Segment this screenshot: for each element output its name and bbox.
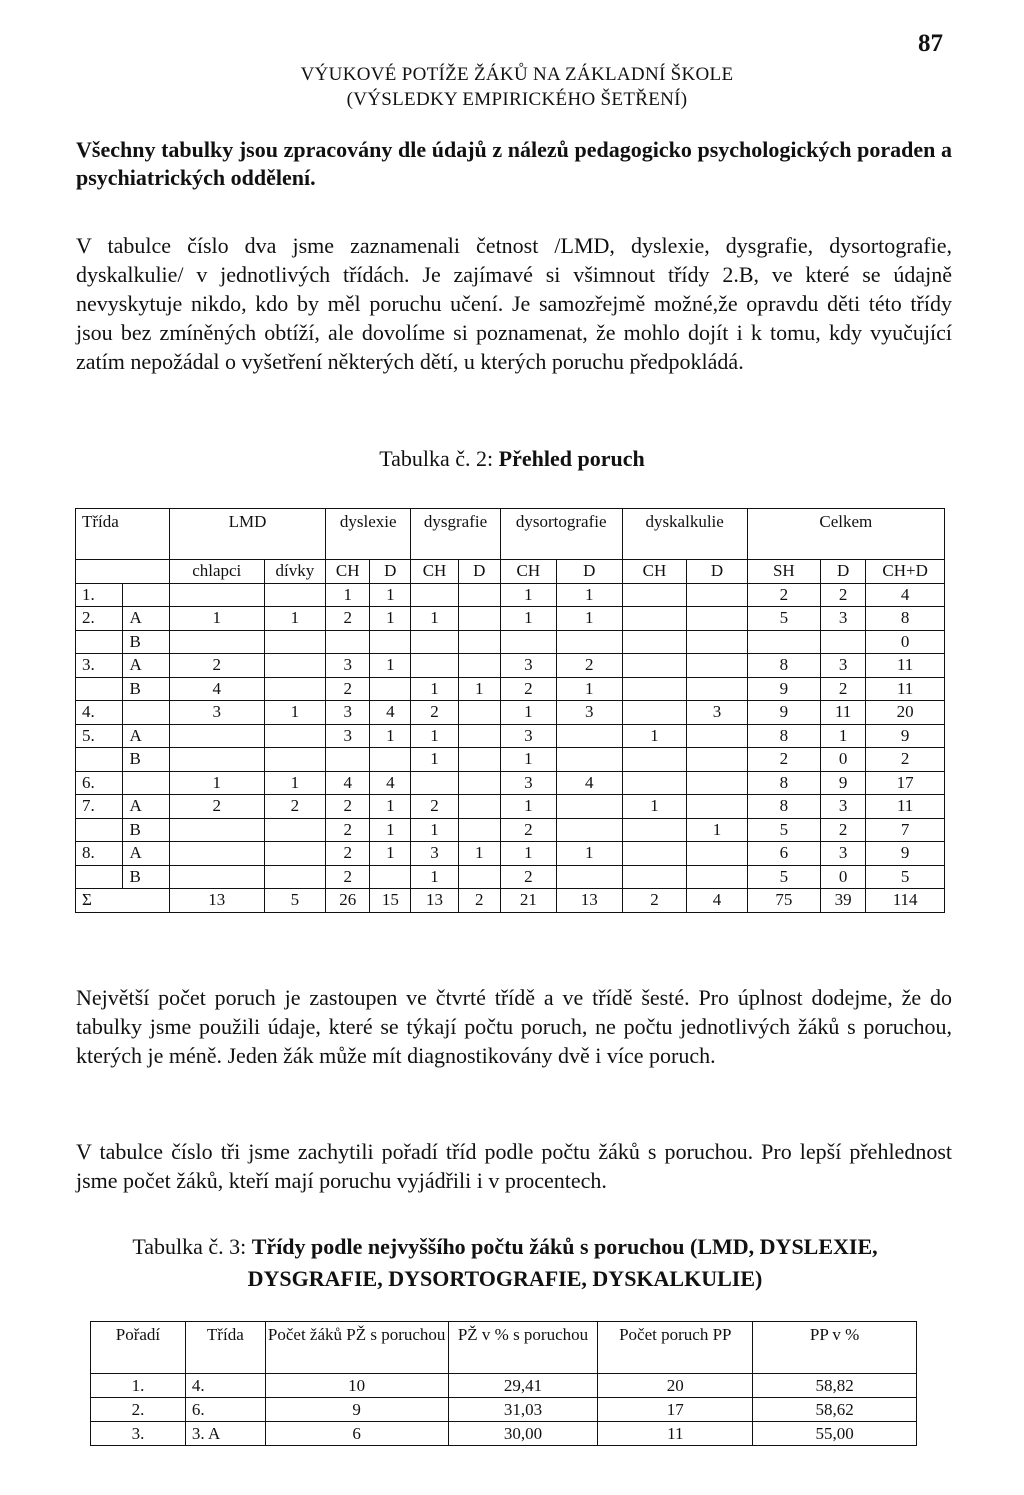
value-cell <box>264 748 325 772</box>
table2-disorders-overview <box>75 508 945 913</box>
value-cell <box>326 630 370 654</box>
paragraph-table3-description: V tabulce číslo tři jsme zachytili pořadí tříd podle počtu žáků s poruchou. Pro lepší přehlednost jsme počet žáků, kteří mají poruchu vyjádřili i v procentech. <box>76 1139 952 1193</box>
subheader-cell: CH <box>411 560 458 584</box>
subheader-cell: D <box>820 560 865 584</box>
value-cell: 2 <box>326 818 370 842</box>
value-cell: 3 <box>820 795 865 819</box>
value-cell: 1 <box>500 583 556 607</box>
value-cell <box>687 724 747 748</box>
subheader-cell: D <box>556 560 622 584</box>
header-trida: Třída <box>76 509 170 560</box>
value-cell <box>169 748 264 772</box>
subheader-cell: chlapci <box>169 560 264 584</box>
value-cell: 1 <box>556 607 622 631</box>
value-cell: 5 <box>866 865 945 889</box>
value-cell: 2 <box>326 842 370 866</box>
total-cell: 21 <box>500 889 556 913</box>
value-cell <box>687 583 747 607</box>
value-cell: 2 <box>264 795 325 819</box>
value-cell <box>458 748 500 772</box>
value-cell: 1. <box>91 1374 186 1398</box>
value-cell <box>169 630 264 654</box>
value-cell: 2 <box>500 677 556 701</box>
total-row <box>76 889 945 913</box>
value-cell: 1 <box>500 842 556 866</box>
value-cell: 11 <box>866 677 945 701</box>
subheader-cell: CH+D <box>866 560 945 584</box>
value-cell: 30,00 <box>448 1422 598 1446</box>
value-cell: 3 <box>687 701 747 725</box>
value-cell: 3 <box>500 724 556 748</box>
value-cell: 1 <box>458 677 500 701</box>
total-cell: 15 <box>370 889 411 913</box>
value-cell: 3 <box>326 701 370 725</box>
value-cell: 1 <box>556 677 622 701</box>
table3-header-cell: Počet poruch PP <box>598 1322 753 1374</box>
value-cell: 11 <box>820 701 865 725</box>
table3-header-cell: Třída <box>185 1322 265 1374</box>
table2-subheader-row <box>76 560 945 584</box>
value-cell <box>458 654 500 678</box>
value-cell: 3 <box>556 701 622 725</box>
value-cell: 31,03 <box>448 1398 598 1422</box>
value-cell <box>264 630 325 654</box>
table-row <box>76 583 945 607</box>
total-cell: 13 <box>169 889 264 913</box>
value-cell: 17 <box>866 771 945 795</box>
table-row <box>76 701 945 725</box>
value-cell: 9 <box>866 724 945 748</box>
value-cell: 3 <box>820 654 865 678</box>
table-row <box>91 1398 917 1422</box>
table3-body <box>91 1374 917 1446</box>
header-dysgrafie: dysgrafie <box>411 509 500 560</box>
value-cell: 3 <box>169 701 264 725</box>
value-cell: 4 <box>326 771 370 795</box>
value-cell: 1 <box>500 795 556 819</box>
value-cell: 2 <box>326 865 370 889</box>
section-cell: A <box>123 842 169 866</box>
section-cell <box>123 771 169 795</box>
value-cell: 2 <box>169 795 264 819</box>
section-cell: B <box>123 865 169 889</box>
value-cell <box>622 842 687 866</box>
table-row <box>91 1422 917 1446</box>
value-cell: 1 <box>411 677 458 701</box>
value-cell: 11 <box>866 795 945 819</box>
value-cell: 3 <box>820 607 865 631</box>
grade-cell: 2. <box>76 607 123 631</box>
section-cell: B <box>123 630 169 654</box>
total-cell: 114 <box>866 889 945 913</box>
value-cell <box>264 842 325 866</box>
value-cell: 1 <box>264 771 325 795</box>
value-cell: 5 <box>747 865 820 889</box>
value-cell <box>458 795 500 819</box>
value-cell <box>370 677 411 701</box>
table-row <box>76 842 945 866</box>
value-cell <box>747 630 820 654</box>
section-cell: A <box>123 795 169 819</box>
value-cell: 1 <box>687 818 747 842</box>
header-dyskalkulie: dyskalkulie <box>622 509 747 560</box>
value-cell <box>687 748 747 772</box>
value-cell: 1 <box>622 724 687 748</box>
value-cell: 2 <box>169 654 264 678</box>
table3-header-cell: Pořadí <box>91 1322 186 1374</box>
value-cell <box>411 630 458 654</box>
value-cell: 8 <box>747 795 820 819</box>
grade-cell: 1. <box>76 583 123 607</box>
value-cell <box>169 724 264 748</box>
table-row <box>76 771 945 795</box>
value-cell: 4 <box>169 677 264 701</box>
header-subtitle: (VÝSLEDKY EMPIRICKÉHO ŠETŘENÍ) <box>346 89 688 110</box>
value-cell <box>458 818 500 842</box>
table2-body <box>76 583 945 912</box>
value-cell: 7 <box>866 818 945 842</box>
intro-paragraph: Všechny tabulky jsou zpracovány dle údajů z nálezů pedagogicko psychologických poraden a psychiatrických oddělení. <box>76 137 952 190</box>
value-cell: 3 <box>820 842 865 866</box>
value-cell: 1 <box>264 701 325 725</box>
value-cell: 20 <box>598 1374 753 1398</box>
value-cell: 8 <box>747 724 820 748</box>
value-cell <box>370 865 411 889</box>
value-cell: 4 <box>866 583 945 607</box>
value-cell <box>458 724 500 748</box>
page-header <box>0 62 1024 112</box>
value-cell <box>622 607 687 631</box>
value-cell: 1 <box>411 607 458 631</box>
section-cell: B <box>123 677 169 701</box>
section-cell: A <box>123 654 169 678</box>
value-cell <box>500 630 556 654</box>
grade-cell <box>76 630 123 654</box>
subheader-cell: CH <box>500 560 556 584</box>
total-cell: 4 <box>687 889 747 913</box>
value-cell: 2 <box>411 701 458 725</box>
value-cell <box>687 607 747 631</box>
total-cell: 2 <box>458 889 500 913</box>
value-cell: 20 <box>866 701 945 725</box>
table3-caption-prefix: Tabulka č. 3: <box>132 1234 252 1259</box>
value-cell <box>458 583 500 607</box>
value-cell: 2 <box>326 607 370 631</box>
value-cell: 4 <box>370 771 411 795</box>
value-cell: 9 <box>265 1398 448 1422</box>
value-cell: 55,00 <box>753 1422 917 1446</box>
value-cell <box>622 630 687 654</box>
value-cell <box>169 583 264 607</box>
value-cell: 2 <box>500 818 556 842</box>
paragraph-table2-summary: Největší počet poruch je zastoupen ve čtvrté třídě a ve třídě šesté. Pro úplnost dodejme, že do tabulky jsme použili údaje, které se týkají počtu poruch, ne počtu jednotlivých žáků s poruchou, kterých je méně. Jeden žák může mít diagnostikovány dvě i více poruch. <box>76 985 952 1068</box>
value-cell: 0 <box>820 748 865 772</box>
value-cell <box>370 748 411 772</box>
header-dyslexie: dyslexie <box>326 509 411 560</box>
total-cell: 2 <box>622 889 687 913</box>
table2-caption-title: Přehled poruch <box>498 446 645 471</box>
value-cell <box>556 630 622 654</box>
subheader-cell: CH <box>326 560 370 584</box>
value-cell: 1 <box>500 607 556 631</box>
value-cell <box>687 771 747 795</box>
value-cell: 1 <box>370 818 411 842</box>
value-cell: 2 <box>556 654 622 678</box>
value-cell <box>687 654 747 678</box>
value-cell: 2 <box>326 677 370 701</box>
table-row <box>76 865 945 889</box>
subheader-cell: dívky <box>264 560 325 584</box>
value-cell: 1 <box>370 842 411 866</box>
value-cell: 17 <box>598 1398 753 1422</box>
value-cell: 6. <box>185 1398 265 1422</box>
value-cell: 3 <box>500 771 556 795</box>
value-cell: 0 <box>820 865 865 889</box>
grade-cell: 8. <box>76 842 123 866</box>
table-row <box>76 677 945 701</box>
value-cell: 29,41 <box>448 1374 598 1398</box>
header-celkem: Celkem <box>747 509 944 560</box>
subheader-cell: CH <box>622 560 687 584</box>
value-cell <box>411 583 458 607</box>
value-cell <box>411 771 458 795</box>
value-cell: 1 <box>500 701 556 725</box>
table3-header-cell: PŽ v % s poruchou <box>448 1322 598 1374</box>
section-cell: B <box>123 748 169 772</box>
value-cell <box>458 607 500 631</box>
value-cell: 1 <box>264 607 325 631</box>
value-cell: 4 <box>370 701 411 725</box>
value-cell: 2. <box>91 1398 186 1422</box>
value-cell <box>264 818 325 842</box>
value-cell <box>622 771 687 795</box>
value-cell <box>264 865 325 889</box>
grade-cell <box>76 818 123 842</box>
total-cell: 26 <box>326 889 370 913</box>
value-cell <box>411 654 458 678</box>
value-cell: 1 <box>820 724 865 748</box>
paragraph-table2-description: V tabulce číslo dva jsme zaznamenali četnost /LMD, dyslexie, dysgrafie, dysortografie, dyskalkulie/ v jednotlivých třídách. Je zajímavé si všimnout třídy 2.B, ve které se údajně nevyskytuje nikdo, kdo by měl poruchu učení. Je samozřejmě možné,že opravdu děti této třídy jsou bez zmíněných obtíží, ale dovolíme si poznamenat, že mohlo dojít i k tomu, kdy vyučující zatím nepožádal o vyšetření některých dětí, u kterých poruchu předpokládá. <box>76 233 952 374</box>
subheader-cell: D <box>458 560 500 584</box>
value-cell <box>687 630 747 654</box>
value-cell <box>622 677 687 701</box>
value-cell: 8 <box>747 654 820 678</box>
value-cell: 5 <box>747 818 820 842</box>
table-row <box>76 630 945 654</box>
value-cell <box>556 795 622 819</box>
subheader-blank <box>76 560 170 584</box>
value-cell: 2 <box>820 818 865 842</box>
value-cell: 8 <box>866 607 945 631</box>
value-cell: 1 <box>411 865 458 889</box>
value-cell: 9 <box>747 701 820 725</box>
value-cell: 1 <box>169 771 264 795</box>
grade-cell <box>76 748 123 772</box>
value-cell: 8 <box>747 771 820 795</box>
total-cell: 75 <box>747 889 820 913</box>
value-cell: 1 <box>370 724 411 748</box>
value-cell: 1 <box>370 583 411 607</box>
value-cell <box>820 630 865 654</box>
value-cell: 1 <box>622 795 687 819</box>
value-cell <box>687 677 747 701</box>
grade-cell: 6. <box>76 771 123 795</box>
value-cell: 11 <box>866 654 945 678</box>
value-cell: 58,82 <box>753 1374 917 1398</box>
value-cell: 1 <box>370 654 411 678</box>
table2-caption <box>0 446 1024 472</box>
value-cell <box>622 583 687 607</box>
table-row <box>76 654 945 678</box>
value-cell <box>622 748 687 772</box>
value-cell: 1 <box>411 818 458 842</box>
value-cell: 2 <box>500 865 556 889</box>
value-cell: 9 <box>747 677 820 701</box>
value-cell: 1 <box>556 583 622 607</box>
value-cell: 2 <box>866 748 945 772</box>
subheader-cell: D <box>370 560 411 584</box>
value-cell: 11 <box>598 1422 753 1446</box>
value-cell: 2 <box>747 583 820 607</box>
value-cell <box>687 865 747 889</box>
table-row <box>76 607 945 631</box>
value-cell <box>687 795 747 819</box>
value-cell: 1 <box>370 607 411 631</box>
value-cell <box>264 654 325 678</box>
total-cell: 13 <box>556 889 622 913</box>
grade-cell: 5. <box>76 724 123 748</box>
value-cell <box>326 748 370 772</box>
table3-class-ranking <box>90 1321 917 1446</box>
value-cell: 3. <box>91 1422 186 1446</box>
header-title: VÝUKOVÉ POTÍŽE ŽÁKŮ NA ZÁKLADNÍ ŠKOLE <box>300 64 734 85</box>
grade-cell: 7. <box>76 795 123 819</box>
value-cell: 1 <box>500 748 556 772</box>
section-cell: A <box>123 607 169 631</box>
value-cell <box>169 865 264 889</box>
value-cell <box>458 701 500 725</box>
subheader-cell: SH <box>747 560 820 584</box>
value-cell: 0 <box>866 630 945 654</box>
value-cell: 6 <box>747 842 820 866</box>
table2-header-row <box>76 509 945 560</box>
grade-cell <box>76 865 123 889</box>
table-row <box>76 795 945 819</box>
table-row <box>76 818 945 842</box>
value-cell <box>264 583 325 607</box>
table3-header-cell: Počet žáků PŽ s poruchou <box>265 1322 448 1374</box>
section-cell: A <box>123 724 169 748</box>
total-cell: 5 <box>264 889 325 913</box>
value-cell <box>622 818 687 842</box>
value-cell: 1 <box>370 795 411 819</box>
value-cell: 9 <box>866 842 945 866</box>
section-cell <box>123 701 169 725</box>
total-cell: 13 <box>411 889 458 913</box>
value-cell: 6 <box>265 1422 448 1446</box>
value-cell: 1 <box>169 607 264 631</box>
value-cell <box>458 630 500 654</box>
value-cell <box>556 724 622 748</box>
value-cell: 2 <box>411 795 458 819</box>
value-cell <box>169 842 264 866</box>
value-cell: 2 <box>820 583 865 607</box>
value-cell: 9 <box>820 771 865 795</box>
value-cell: 10 <box>265 1374 448 1398</box>
table3-caption <box>90 1231 920 1295</box>
table-row <box>76 748 945 772</box>
value-cell: 3 <box>411 842 458 866</box>
page-number: 87 <box>918 30 943 57</box>
value-cell: 2 <box>820 677 865 701</box>
value-cell: 3. A <box>185 1422 265 1446</box>
value-cell <box>687 842 747 866</box>
value-cell <box>622 701 687 725</box>
table3-header-row <box>91 1322 917 1374</box>
value-cell <box>622 865 687 889</box>
table2-caption-prefix: Tabulka č. 2: <box>379 446 499 471</box>
value-cell: 5 <box>747 607 820 631</box>
section-cell: B <box>123 818 169 842</box>
value-cell: 1 <box>556 842 622 866</box>
section-cell <box>123 583 169 607</box>
value-cell <box>556 818 622 842</box>
header-dysortografie: dysortografie <box>500 509 622 560</box>
grade-cell: 4. <box>76 701 123 725</box>
value-cell: 2 <box>326 795 370 819</box>
value-cell <box>556 748 622 772</box>
value-cell: 3 <box>326 724 370 748</box>
value-cell <box>556 865 622 889</box>
value-cell: 1 <box>326 583 370 607</box>
value-cell: 3 <box>326 654 370 678</box>
total-label: Σ <box>76 889 170 913</box>
grade-cell: 3. <box>76 654 123 678</box>
total-cell: 39 <box>820 889 865 913</box>
table-row <box>76 724 945 748</box>
value-cell: 2 <box>747 748 820 772</box>
header-lmd: LMD <box>169 509 325 560</box>
table-row <box>91 1374 917 1398</box>
value-cell: 1 <box>458 842 500 866</box>
value-cell <box>264 724 325 748</box>
value-cell <box>264 677 325 701</box>
value-cell <box>370 630 411 654</box>
value-cell <box>169 818 264 842</box>
value-cell <box>458 771 500 795</box>
value-cell <box>458 865 500 889</box>
subheader-cell: D <box>687 560 747 584</box>
value-cell: 1 <box>411 724 458 748</box>
value-cell: 4. <box>185 1374 265 1398</box>
value-cell: 4 <box>556 771 622 795</box>
grade-cell <box>76 677 123 701</box>
value-cell <box>622 654 687 678</box>
value-cell: 58,62 <box>753 1398 917 1422</box>
value-cell: 3 <box>500 654 556 678</box>
value-cell: 1 <box>411 748 458 772</box>
table3-caption-title: Třídy podle nejvyššího počtu žáků s poruchou (LMD, DYSLEXIE, DYSGRAFIE, DYSORTOGRAFIE, DYSKALKULIE) <box>247 1234 878 1291</box>
table3-header-cell: PP v % <box>753 1322 917 1374</box>
